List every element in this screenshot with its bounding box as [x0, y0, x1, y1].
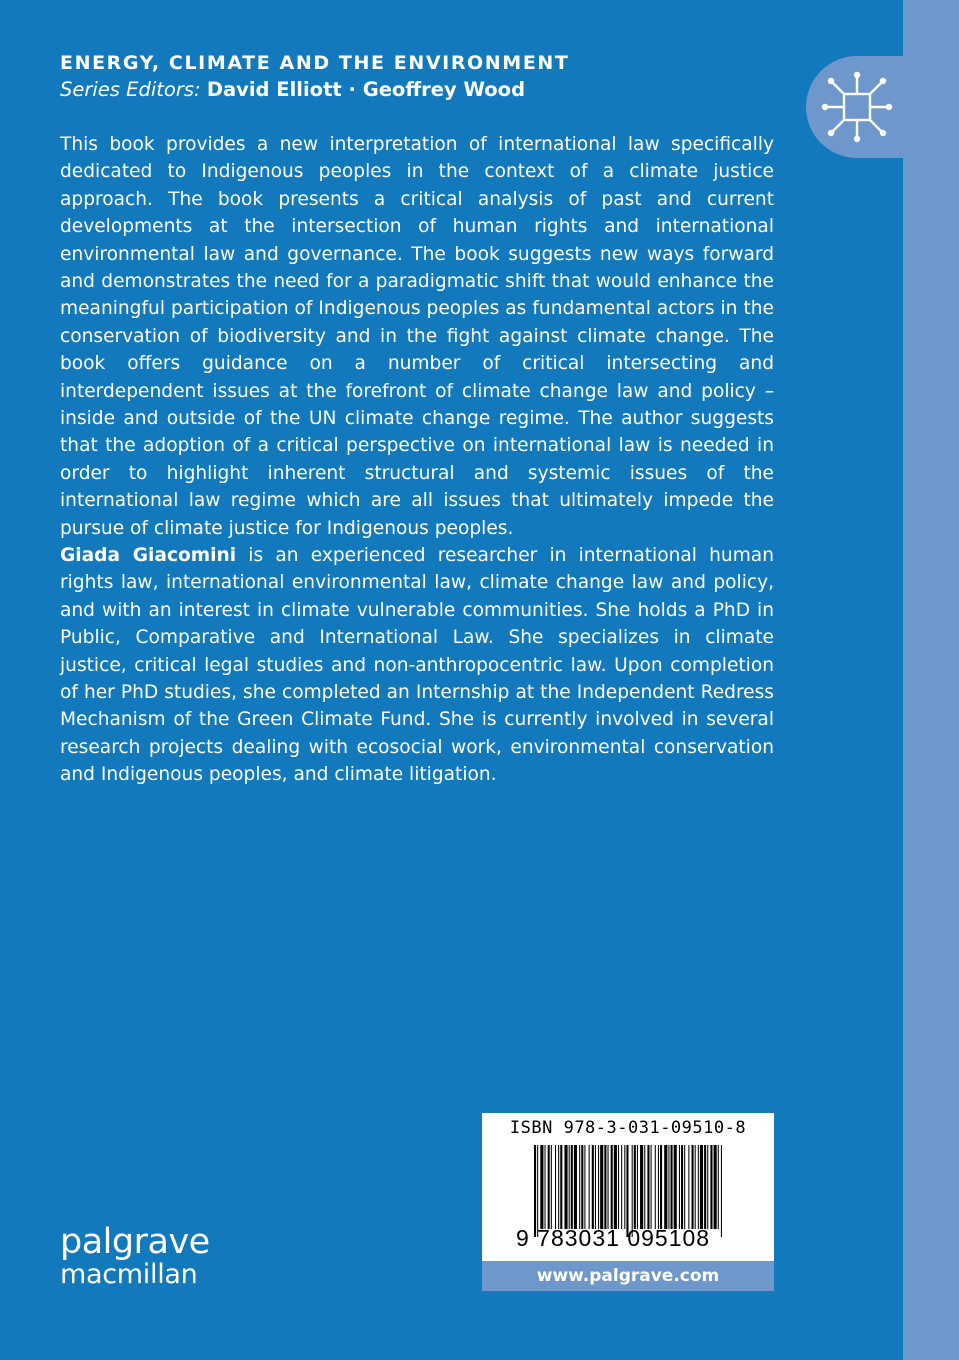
barcode-stripe [614, 1145, 617, 1229]
series-editors-label: Series Editors: [60, 78, 201, 101]
author-bio-text: is an experienced researcher in international human rights law, international environmental law, climate change law and policy, and with an interest in climate vulnerable communities. She holds a PhD in Public, Comparative and International Law. She specializes in climate justice, critical legal studies and non-anthropocentric law. Upon completion of her PhD studies, she completed an Internship at the Independent Redress Mechanism of the Green Climate Fund. She is currently involved in several research projects dealing with ecosocial work, environmental conservation and Indigenous peoples, and climate litigation. [60, 545, 774, 786]
barcode-stripe [592, 1145, 594, 1229]
barcode-stripe [540, 1145, 543, 1229]
barcode-stripe [618, 1145, 619, 1229]
barcode-stripe [679, 1145, 680, 1229]
barcode-stripe [624, 1145, 625, 1229]
barcode-stripe [545, 1145, 546, 1229]
barcode-stripe [700, 1145, 703, 1229]
barcode-stripe [674, 1145, 677, 1229]
barcode-stripe [608, 1145, 609, 1229]
barcode-number: 9 783031 095108 [516, 1225, 711, 1251]
barcode-stripe [660, 1145, 662, 1229]
isbn-label: ISBN 978-3-031-09510-8 [509, 1118, 747, 1138]
barcode-stripe [558, 1145, 559, 1229]
barcode-stripe [698, 1145, 699, 1229]
barcode-stripe [668, 1145, 669, 1229]
barcode-stripe [574, 1145, 577, 1229]
barcode-stripe [534, 1145, 536, 1237]
website-link[interactable]: www.palgrave.com [482, 1261, 774, 1291]
barcode-stripe [581, 1145, 583, 1229]
barcode-stripe [637, 1145, 638, 1229]
barcode-stripe [551, 1145, 552, 1229]
book-spine [903, 0, 959, 1360]
barcode-stripe [598, 1145, 599, 1229]
author-name: Giada Giacomini [60, 545, 237, 566]
barcode-stripe [647, 1145, 649, 1229]
author-bio [60, 542, 774, 789]
barcode-stripe [704, 1145, 706, 1229]
barcode-stripe [695, 1145, 696, 1229]
series-title: ENERGY, CLIMATE AND THE ENVIRONMENT [60, 52, 570, 74]
barcode-stripe [640, 1145, 643, 1229]
barcode-stripe [584, 1145, 585, 1229]
barcode-stripe [692, 1145, 694, 1229]
barcode-stripe [718, 1145, 719, 1229]
publisher-line2: macmillan [60, 1259, 198, 1290]
barcode-stripe [710, 1145, 712, 1229]
barcode-stripe [555, 1145, 556, 1229]
barcode-stripe [560, 1145, 562, 1229]
barcode-stripe [651, 1145, 652, 1229]
barcode-stripe [688, 1145, 689, 1229]
barcode-stripe [569, 1145, 570, 1229]
barcode-stripe [621, 1145, 622, 1229]
barcode-stripe [589, 1145, 590, 1229]
barcode-stripe [681, 1145, 683, 1229]
barcode-stripe [611, 1145, 613, 1229]
barcode-stripe [548, 1145, 550, 1229]
barcode-stripe [537, 1145, 538, 1237]
barcode-stripe [604, 1145, 606, 1229]
series-editors [60, 78, 525, 101]
series-editors-names: David Elliott · Geoffrey Wood [206, 78, 526, 101]
book-description: This book provides a new interpretation of international law specifically dedicated to Indigenous peoples in the context of a climate justice approach. The book presents a critical analysis of past and current developments at the intersection of human rights and international environmental law and governance. The book suggests new ways forward and demonstrates the need for a paradigmatic shift that would enhance the meaningful participation of Indigenous peoples as fundamental actors in the conservation of biodiversity and in the fight against climate change. The book offers guidance on a number of critical intersecting and interdependent issues at the forefront of climate change law and policy – inside and outside of the UN climate change regime. The author suggests that the adoption of a critical perspective on international law is needed in order to highlight inherent structural and systemic issues of the international law regime which are all issues that ultimately impede the pursue of climate justice for Indigenous peoples. [60, 134, 774, 539]
barcode-stripe [721, 1145, 722, 1237]
isbn-barcode-box [482, 1113, 774, 1261]
barcode-stripe [626, 1145, 628, 1237]
barcode-stripe [707, 1145, 708, 1229]
barcode-stripe [684, 1145, 685, 1229]
barcode [534, 1145, 726, 1237]
barcode-stripe [644, 1145, 645, 1229]
barcode-stripe [571, 1145, 573, 1229]
publisher-logo [60, 1224, 210, 1290]
barcode-stripe [595, 1145, 596, 1229]
publisher-line1: palgrave [60, 1222, 210, 1262]
series-logo-tab [806, 56, 959, 158]
series-network-icon [819, 69, 895, 145]
barcode-stripe [664, 1145, 667, 1229]
barcode-stripe [564, 1145, 567, 1229]
barcode-stripe [632, 1145, 633, 1237]
barcode-stripe [714, 1145, 717, 1229]
barcode-stripe [579, 1145, 580, 1229]
barcode-stripe [655, 1145, 656, 1229]
barcode-stripe [634, 1145, 636, 1229]
barcode-stripe [600, 1145, 603, 1229]
barcode-stripe [671, 1145, 673, 1229]
barcode-stripe [658, 1145, 659, 1229]
